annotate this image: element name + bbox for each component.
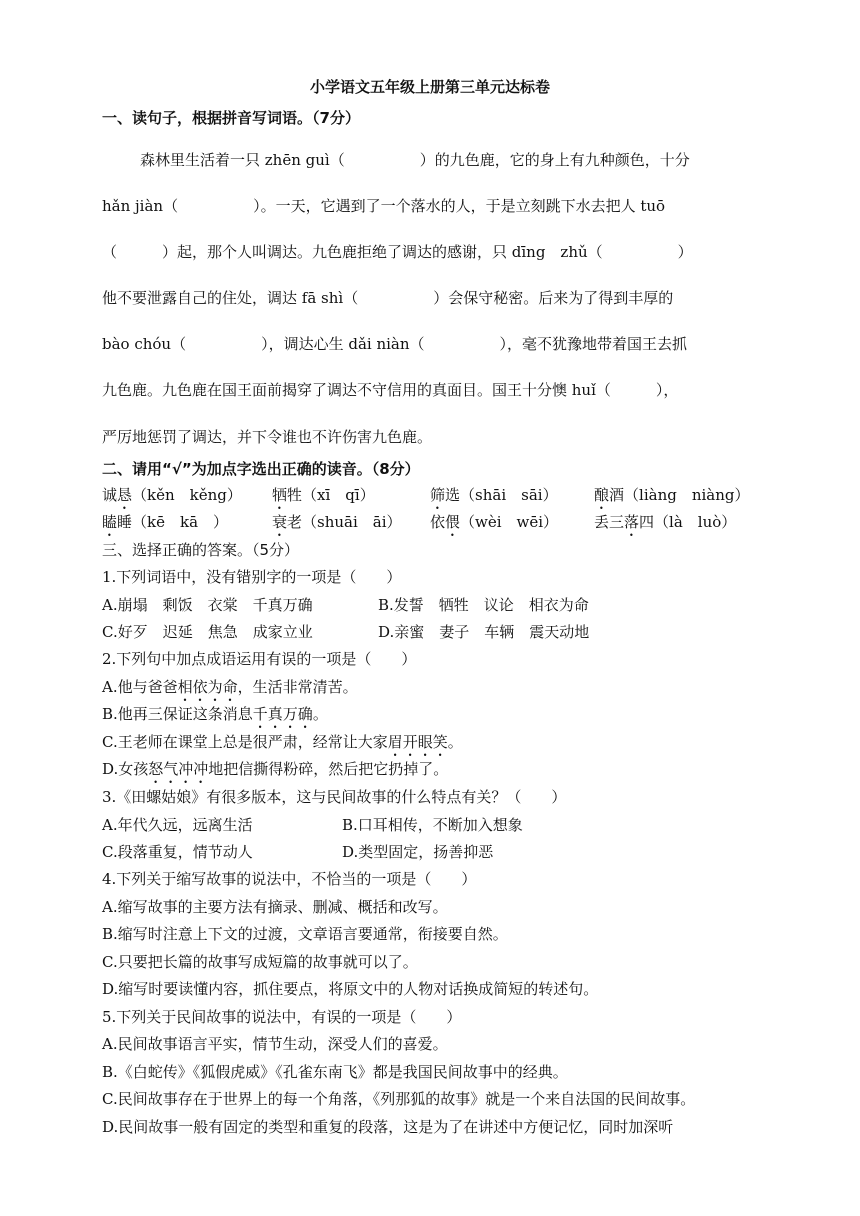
q2-option-d: [102, 758, 762, 787]
question-4-stem: 4.下列关于缩写故事的说法中，不恰当的一项是（ ）: [102, 870, 477, 888]
dotted-char: 恳: [117, 486, 133, 504]
option-text: ，生活非常清苦。: [237, 678, 358, 696]
pronunciation-item: [594, 484, 750, 513]
passage-line-3: （ ）起，那个人叫调达。九色鹿拒绝了调达的感谢，只 dīng zhǔ（ ）: [102, 243, 693, 261]
passage-line-1: 森林里生活着一只 zhēn guì（ ）的九色鹿，它的身上有九种颜色，十分: [140, 151, 690, 169]
passage-line-6: 九色鹿。九色鹿在国王面前揭穿了调达不守信用的真面目。国王十分懊 huǐ（ ），: [102, 381, 679, 399]
word-text: 四: [639, 513, 655, 531]
dotted-idiom: 怒气冲冲: [148, 760, 209, 778]
pronunciation-item: [272, 484, 375, 513]
q5-option-c: C.民间故事存在于世界上的每一个角落，《列那狐的故事》就是一个来自法国的民间故事。: [102, 1090, 696, 1108]
q5-option-a: A.民间故事语言平实，情节生动，深受人们的喜爱。: [102, 1035, 448, 1053]
pinyin-options: （kē kā ）: [132, 513, 229, 531]
dotted-idiom: 相依为命: [177, 678, 238, 696]
q4-option-a: A.缩写故事的主要方法有摘录、删减、概括和改写。: [102, 898, 448, 916]
word-text: 老: [287, 513, 303, 531]
pronunciation-item: [102, 484, 242, 513]
pronunciation-item: [594, 511, 736, 540]
q3-option-d: D.类型固定，扬善抑恶: [342, 843, 494, 861]
option-text: 地把信撕得粉碎，然后把它扔掉了。: [208, 760, 449, 778]
section1-heading: 一、读句子，根据拼音写词语。（7分）: [102, 109, 360, 127]
word-text: 依: [430, 513, 446, 531]
q2-option-c: [102, 731, 762, 760]
word-text: 诚: [102, 486, 118, 504]
pinyin-options: （kěn kěng）: [132, 486, 242, 504]
passage-line-7: 严厉地惩罚了调达，并下令谁也不许伤害九色鹿。: [102, 428, 433, 446]
pinyin-options: （xī qī）: [302, 486, 375, 504]
dotted-idiom: 眉开眼笑: [387, 733, 448, 751]
dotted-char: 偎: [445, 513, 461, 531]
dotted-idiom: 千真万确: [252, 705, 313, 723]
dotted-char: 瞌: [102, 513, 118, 531]
section3-heading: 三、选择正确的答案。（5分）: [102, 541, 300, 559]
word-text: 酒: [609, 486, 625, 504]
q4-option-c: C.只要把长篇的故事写成短篇的故事就可以了。: [102, 953, 418, 971]
exam-title: 小学语文五年级上册第三单元达标卷: [309, 78, 550, 96]
dotted-char: 牺: [272, 486, 288, 504]
q3-option-b: B.口耳相传，不断加入想象: [342, 816, 523, 834]
passage-line-5: bào chóu（ ），调达心生 dǎi niàn（ ），毫不犹豫地带着国王去抓: [102, 335, 688, 353]
pronunciation-item: [272, 511, 402, 540]
pinyin-options: （shuāi āi）: [302, 513, 402, 531]
q1-option-b: B.发誓 牺牲 议论 相衣为命: [378, 596, 589, 614]
question-1-stem: 1.下列词语中，没有错别字的一项是（ ）: [102, 568, 402, 586]
q2-option-b: [102, 703, 762, 732]
q1-option-d: D.亲蜜 妻子 车辆 震天动地: [378, 623, 590, 641]
dotted-char: 衰: [272, 513, 288, 531]
q2-option-a: [102, 676, 762, 705]
q1-option-a: A.崩塌 剩饭 衣棠 千真万确: [102, 596, 313, 614]
option-text: C.王老师在课堂上总是很严肃，经常让大家: [102, 733, 388, 751]
option-text: B.他再三保证这条消息: [102, 705, 253, 723]
q3-option-a: A.年代久远，远离生活: [102, 816, 253, 834]
q4-option-d: D.缩写时要读懂内容，抓住要点，将原文中的人物对话换成简短的转述句。: [102, 980, 599, 998]
q3-option-c: C.段落重复，情节动人: [102, 843, 253, 861]
option-text: 。: [447, 733, 463, 751]
q5-option-d: D.民间故事一般有固定的类型和重复的段落，这是为了在讲述中方便记忆，同时加深听: [102, 1118, 674, 1136]
q4-option-b: B.缩写时注意上下文的过渡，文章语言要通常，衔接要自然。: [102, 925, 508, 943]
question-3-stem: 3.《田螺姑娘》有很多版本，这与民间故事的什么特点有关？（ ）: [102, 788, 567, 806]
q5-option-b: B.《白蛇传》《狐假虎威》《孔雀东南飞》都是我国民间故事中的经典。: [102, 1063, 568, 1081]
pinyin-options: （liàng niàng）: [624, 486, 750, 504]
word-text: 选: [445, 486, 461, 504]
dotted-char: 酿: [594, 486, 610, 504]
word-text: 丢三: [594, 513, 625, 531]
dotted-char: 筛: [430, 486, 446, 504]
word-text: 睡: [117, 513, 133, 531]
question-5-stem: 5.下列关于民间故事的说法中，有误的一项是（ ）: [102, 1008, 462, 1026]
option-text: A.他与爸爸: [102, 678, 178, 696]
question-2-stem: 2.下列句中加点成语运用有误的一项是（ ）: [102, 650, 417, 668]
pinyin-options: （wèi wēi）: [460, 513, 559, 531]
q1-option-c: C.好歹 迟延 焦急 成家立业: [102, 623, 313, 641]
pinyin-options: （là luò）: [654, 513, 737, 531]
pronunciation-item: [102, 511, 228, 540]
pronunciation-item: [430, 484, 558, 513]
pronunciation-item: [430, 511, 558, 540]
word-text: 牲: [287, 486, 303, 504]
option-text: 。: [312, 705, 328, 723]
dotted-char: 落: [624, 513, 640, 531]
section2-heading: 二、请用“√”为加点字选出正确的读音。（8分）: [102, 460, 420, 478]
passage-line-4: 他不要泄露自己的住处，调达 fā shì（ ）会保守秘密。后来为了得到丰厚的: [102, 289, 674, 307]
pinyin-options: （shāi sāi）: [460, 486, 558, 504]
passage-line-2: hǎn jiàn（ ）。一天，它遇到了一个落水的人，于是立刻跳下水去把人 tuō: [102, 197, 666, 215]
option-text: D.女孩: [102, 760, 149, 778]
